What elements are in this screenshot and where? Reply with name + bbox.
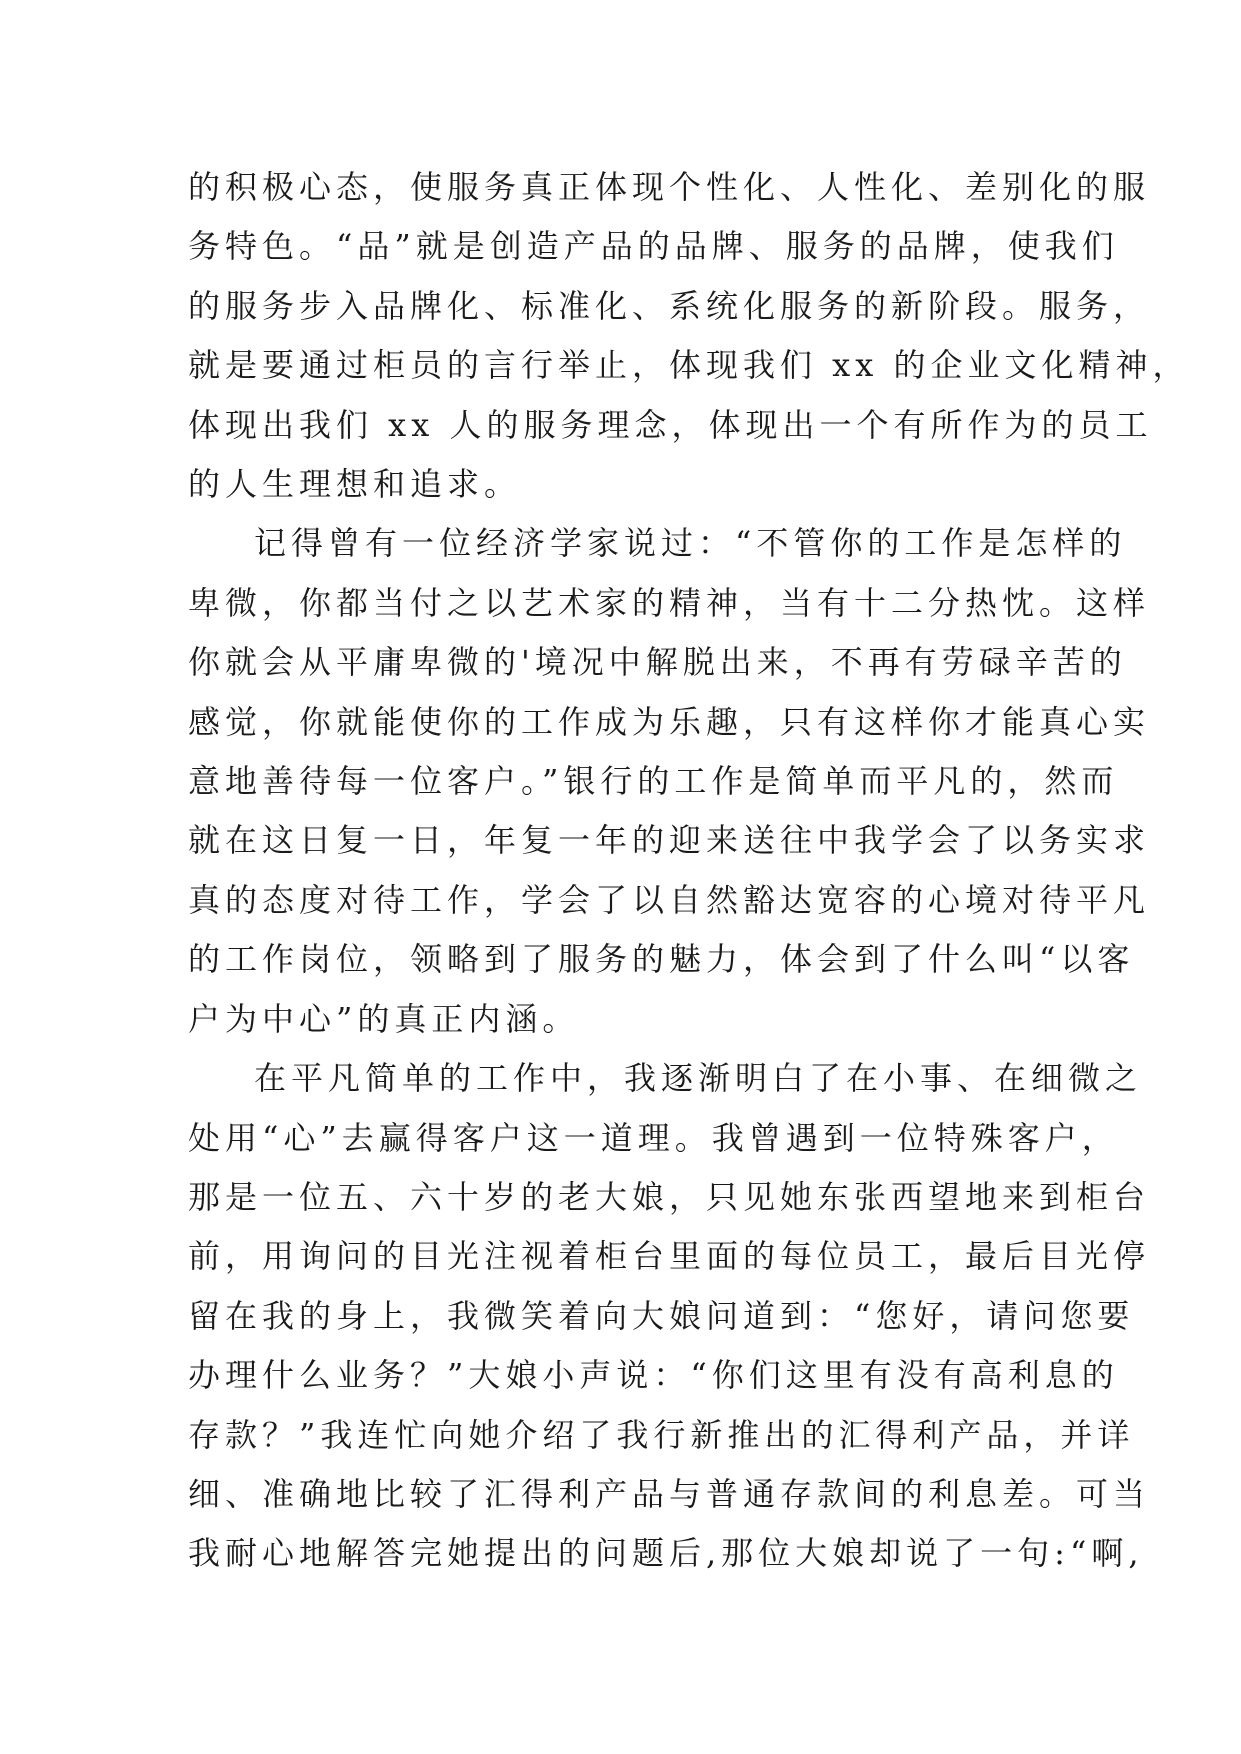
text-line: 的工作岗位，领略到了服务的魅力，体会到了什么叫“以客	[188, 940, 1135, 979]
text-line: 留在我的身上，我微笑着向大娘问道到：“您好，请问您要	[188, 1296, 1135, 1335]
text-line: 前，用询问的目光注视着柜台里面的每位员工，最后目光停	[188, 1237, 1151, 1276]
text-line: 细、准确地比较了汇得利产品与普通存款间的利息差。可当	[188, 1474, 1151, 1513]
text-line: 的积极心态，使服务真正体现个性化、人性化、差别化的服	[188, 168, 1151, 206]
text-line: 的人生理想和追求。	[188, 465, 522, 504]
text-line: 就在这日复一日，年复一年的迎来送往中我学会了以务实求	[188, 821, 1151, 860]
text-line: 户为中心”的真正内涵。	[188, 999, 580, 1038]
text-line: 处用“心”去赢得客户这一道理。我曾遇到一位特殊客户，	[188, 1118, 1119, 1157]
text-line: 那是一位五、六十岁的老大娘，只见她东张西望地来到柜台	[188, 1177, 1151, 1216]
text-line: 体现出我们 xx 人的服务理念，体现出一个有所作为的员工	[188, 405, 1153, 444]
text-line: 务特色。“品”就是创造产品的品牌、服务的品牌，使我们	[188, 227, 1119, 266]
text-line: 的服务步入品牌化、标准化、系统化服务的新阶段。服务，	[188, 286, 1151, 325]
paragraph-start-line: 在平凡简单的工作中，我逐渐明白了在小事、在细微之	[254, 1059, 1143, 1098]
text-line: 我耐心地解答完她提出的问题后,那位大娘却说了一句:“啊,	[188, 1534, 1144, 1573]
body-text	[188, 158, 1190, 1584]
paragraph-start-line: 记得曾有一位经济学家说过：“不管你的工作是怎样的	[254, 524, 1127, 563]
text-line: 感觉，你就能使你的工作成为乐趣，只有这样你才能真心实	[188, 702, 1151, 741]
text-line: 卑微，你都当付之以艺术家的精神，当有十二分热忱。这样	[188, 583, 1151, 622]
text-line: 真的态度对待工作，学会了以自然豁达宽容的心境对待平凡	[188, 880, 1151, 919]
text-line: 办理什么业务？”大娘小声说：“你们这里有没有高利息的	[188, 1356, 1119, 1395]
text-line: 你就会从平庸卑微的'境况中解脱出来，不再有劳碌辛苦的	[188, 643, 1127, 682]
text-line: 存款？”我连忙向她介绍了我行新推出的汇得利产品，并详	[188, 1415, 1135, 1454]
text-line: 意地善待每一位客户。”银行的工作是简单而平凡的，然而	[188, 762, 1119, 801]
text-line: 就是要通过柜员的言行举止，体现我们 xx 的企业文化精神，	[188, 346, 1190, 385]
